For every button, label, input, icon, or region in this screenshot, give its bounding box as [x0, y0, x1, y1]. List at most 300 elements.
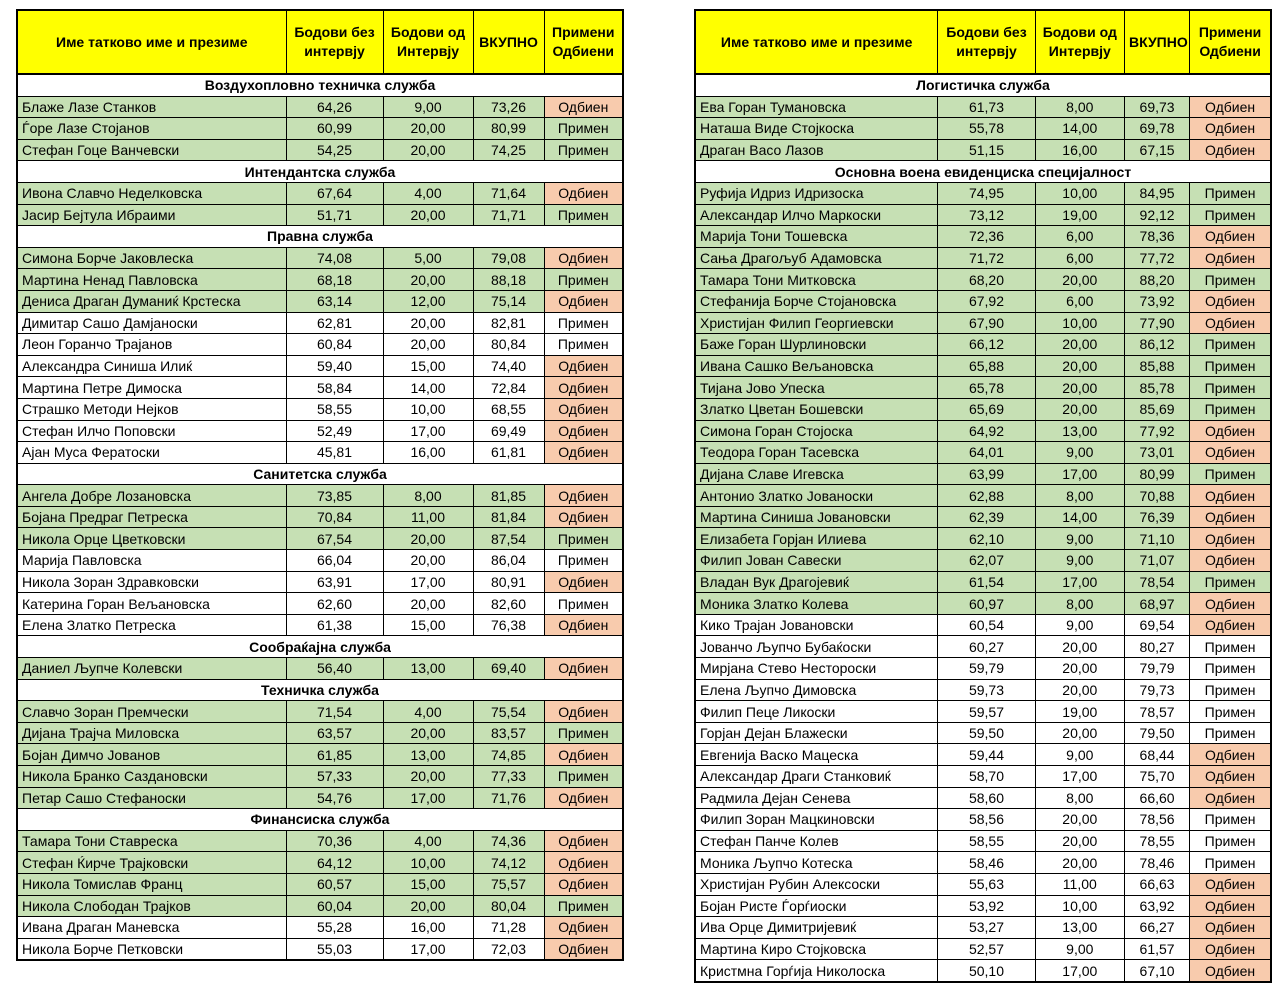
cell-total: 72,03 — [473, 938, 544, 960]
section-header-row — [17, 161, 623, 183]
cell-no-interview: 62,81 — [286, 312, 383, 334]
section-title: Техничка служба — [17, 679, 623, 701]
cell-name: Петар Сашо Стефаноски — [17, 787, 286, 809]
cell-name: Евгенија Васко Мацеска — [695, 744, 938, 766]
cell-total: 77,72 — [1124, 247, 1189, 269]
cell-status: Одбиен — [1190, 550, 1271, 572]
cell-name: Филип Пеце Ликоски — [695, 701, 938, 723]
cell-interview: 8,00 — [1035, 485, 1124, 507]
cell-no-interview: 63,14 — [286, 290, 383, 312]
cell-no-interview: 63,99 — [938, 463, 1035, 485]
section-title: Финансиска служба — [17, 809, 623, 831]
cell-interview: 20,00 — [1035, 636, 1124, 658]
cell-name: Стефан Панче Колев — [695, 830, 938, 852]
table-row — [695, 722, 1271, 744]
cell-interview: 20,00 — [383, 139, 473, 161]
cell-total: 87,54 — [473, 528, 544, 550]
cell-total: 74,25 — [473, 139, 544, 161]
cell-name: Тијана Јово Упеска — [695, 377, 938, 399]
table-row — [17, 398, 623, 420]
table-row — [695, 960, 1271, 982]
header-name: Име татково име и презиме — [695, 10, 938, 74]
table-row — [695, 679, 1271, 701]
cell-interview: 8,00 — [1035, 593, 1124, 615]
cell-status: Одбиен — [1190, 960, 1271, 982]
cell-no-interview: 54,25 — [286, 139, 383, 161]
cell-total: 79,08 — [473, 247, 544, 269]
cell-name: Ајан Муса Фератоски — [17, 442, 286, 464]
cell-interview: 9,00 — [1035, 938, 1124, 960]
cell-total: 83,57 — [473, 722, 544, 744]
cell-no-interview: 61,38 — [286, 614, 383, 636]
cell-no-interview: 62,39 — [938, 506, 1035, 528]
cell-status: Примен — [1190, 679, 1271, 701]
cell-status: Одбиен — [1190, 593, 1271, 615]
cell-total: 79,50 — [1124, 722, 1189, 744]
cell-no-interview: 71,72 — [938, 247, 1035, 269]
cell-status: Примен — [1190, 809, 1271, 831]
cell-status: Одбиен — [1190, 787, 1271, 809]
cell-name: Христијан Рубин Алексоски — [695, 873, 938, 895]
cell-total: 78,36 — [1124, 226, 1189, 248]
cell-status: Одбиен — [544, 247, 623, 269]
cell-status: Одбиен — [1190, 312, 1271, 334]
cell-status: Одбиен — [544, 182, 623, 204]
cell-status: Примен — [544, 312, 623, 334]
cell-name: Ева Горан Тумановска — [695, 96, 938, 118]
section-header-row — [17, 809, 623, 831]
table-row — [17, 485, 623, 507]
cell-name: Дијана Трајча Миловска — [17, 722, 286, 744]
section-header-row — [17, 679, 623, 701]
table-row — [695, 571, 1271, 593]
cell-no-interview: 62,88 — [938, 485, 1035, 507]
cell-no-interview: 58,60 — [938, 787, 1035, 809]
cell-status: Одбиен — [544, 398, 623, 420]
cell-name: Симона Горан Стојоска — [695, 420, 938, 442]
cell-interview: 13,00 — [1035, 420, 1124, 442]
cell-no-interview: 67,90 — [938, 312, 1035, 334]
cell-total: 84,95 — [1124, 182, 1189, 204]
left-table-body — [17, 74, 623, 960]
cell-status: Примен — [1190, 636, 1271, 658]
cell-total: 80,04 — [473, 895, 544, 917]
cell-no-interview: 60,04 — [286, 895, 383, 917]
cell-status: Примен — [1190, 334, 1271, 356]
cell-no-interview: 72,36 — [938, 226, 1035, 248]
cell-status: Одбиен — [1190, 420, 1271, 442]
cell-no-interview: 52,49 — [286, 420, 383, 442]
cell-name: Јованчо Љупчо Бубаќоски — [695, 636, 938, 658]
cell-status: Примен — [1190, 571, 1271, 593]
cell-total: 70,88 — [1124, 485, 1189, 507]
cell-interview: 19,00 — [1035, 701, 1124, 723]
cell-total: 69,73 — [1124, 96, 1189, 118]
cell-name: Дениса Драган Думаниќ Крстеска — [17, 290, 286, 312]
cell-total: 74,85 — [473, 744, 544, 766]
cell-interview: 12,00 — [383, 290, 473, 312]
cell-total: 66,63 — [1124, 873, 1189, 895]
cell-status: Одбиен — [1190, 118, 1271, 140]
cell-name: Елизабета Горјан Илиева — [695, 528, 938, 550]
cell-total: 61,57 — [1124, 938, 1189, 960]
cell-no-interview: 60,57 — [286, 873, 383, 895]
cell-interview: 20,00 — [1035, 722, 1124, 744]
cell-status: Одбиен — [544, 614, 623, 636]
cell-total: 76,39 — [1124, 506, 1189, 528]
cell-total: 80,84 — [473, 334, 544, 356]
header-total: ВКУПНО — [473, 10, 544, 74]
cell-total: 75,70 — [1124, 766, 1189, 788]
cell-name: Руфија Идриз Идризоска — [695, 182, 938, 204]
table-row — [695, 701, 1271, 723]
cell-interview: 17,00 — [383, 571, 473, 593]
cell-name: Мартина Ненад Павловска — [17, 269, 286, 291]
table-row — [17, 550, 623, 572]
cell-no-interview: 45,81 — [286, 442, 383, 464]
cell-total: 78,56 — [1124, 809, 1189, 831]
cell-interview: 17,00 — [383, 787, 473, 809]
cell-no-interview: 55,03 — [286, 938, 383, 960]
cell-name: Мартина Петре Димоска — [17, 377, 286, 399]
cell-total: 85,88 — [1124, 355, 1189, 377]
cell-name: Ивана Драган Маневска — [17, 917, 286, 939]
cell-name: Теодора Горан Тасевска — [695, 442, 938, 464]
cell-status: Примен — [544, 593, 623, 615]
cell-no-interview: 62,60 — [286, 593, 383, 615]
cell-interview: 19,00 — [1035, 204, 1124, 226]
cell-name: Елена Златко Петреска — [17, 614, 286, 636]
table-row — [695, 182, 1271, 204]
cell-total: 71,28 — [473, 917, 544, 939]
cell-no-interview: 63,57 — [286, 722, 383, 744]
table-row — [17, 139, 623, 161]
header-status: Примени Одбиени — [544, 10, 623, 74]
cell-no-interview: 55,28 — [286, 917, 383, 939]
table-row — [695, 873, 1271, 895]
cell-status: Одбиен — [544, 658, 623, 680]
table-row — [17, 118, 623, 140]
cell-total: 68,97 — [1124, 593, 1189, 615]
cell-total: 85,78 — [1124, 377, 1189, 399]
cell-no-interview: 60,84 — [286, 334, 383, 356]
cell-total: 74,36 — [473, 830, 544, 852]
cell-status: Одбиен — [1190, 917, 1271, 939]
cell-interview: 16,00 — [1035, 139, 1124, 161]
cell-total: 78,54 — [1124, 571, 1189, 593]
cell-name: Блаже Лазе Станков — [17, 96, 286, 118]
cell-interview: 10,00 — [1035, 182, 1124, 204]
cell-status: Одбиен — [544, 701, 623, 723]
cell-interview: 20,00 — [1035, 377, 1124, 399]
table-row — [17, 290, 623, 312]
cell-no-interview: 59,73 — [938, 679, 1035, 701]
table-row — [695, 895, 1271, 917]
cell-no-interview: 55,78 — [938, 118, 1035, 140]
cell-no-interview: 71,54 — [286, 701, 383, 723]
cell-no-interview: 57,33 — [286, 766, 383, 788]
cell-no-interview: 51,15 — [938, 139, 1035, 161]
cell-no-interview: 74,08 — [286, 247, 383, 269]
cell-name: Стефан Гоце Ванчевски — [17, 139, 286, 161]
cell-total: 73,01 — [1124, 442, 1189, 464]
cell-total: 88,18 — [473, 269, 544, 291]
section-header-row — [17, 226, 623, 248]
cell-name: Стефанија Борче Стојановска — [695, 290, 938, 312]
header-no-interview: Бодови без интервју — [286, 10, 383, 74]
cell-interview: 15,00 — [383, 614, 473, 636]
table-row — [695, 938, 1271, 960]
header-interview: Бодови од Интервју — [1035, 10, 1124, 74]
cell-no-interview: 61,54 — [938, 571, 1035, 593]
cell-no-interview: 65,88 — [938, 355, 1035, 377]
table-row — [695, 766, 1271, 788]
cell-status: Одбиен — [544, 873, 623, 895]
table-row — [17, 614, 623, 636]
cell-name: Катерина Горан Вељановска — [17, 593, 286, 615]
cell-total: 75,14 — [473, 290, 544, 312]
cell-name: Никола Томислав Франц — [17, 873, 286, 895]
cell-total: 66,60 — [1124, 787, 1189, 809]
cell-status: Одбиен — [1190, 139, 1271, 161]
table-row — [695, 463, 1271, 485]
cell-no-interview: 70,36 — [286, 830, 383, 852]
cell-no-interview: 74,95 — [938, 182, 1035, 204]
cell-status: Одбиен — [1190, 614, 1271, 636]
cell-total: 66,27 — [1124, 917, 1189, 939]
cell-total: 71,76 — [473, 787, 544, 809]
cell-status: Примен — [544, 895, 623, 917]
cell-total: 68,44 — [1124, 744, 1189, 766]
cell-name: Мартина Синиша Јовановски — [695, 506, 938, 528]
table-row — [695, 528, 1271, 550]
cell-interview: 13,00 — [383, 658, 473, 680]
cell-name: Марија Павловска — [17, 550, 286, 572]
cell-interview: 20,00 — [1035, 830, 1124, 852]
cell-interview: 14,00 — [1035, 506, 1124, 528]
cell-status: Одбиен — [544, 787, 623, 809]
cell-total: 63,92 — [1124, 895, 1189, 917]
cell-name: Леон Горанчо Трајанов — [17, 334, 286, 356]
table-row — [695, 96, 1271, 118]
cell-interview: 16,00 — [383, 917, 473, 939]
cell-interview: 20,00 — [1035, 852, 1124, 874]
section-title: Санитетска служба — [17, 463, 623, 485]
table-row — [17, 355, 623, 377]
cell-name: Александар Илчо Маркоски — [695, 204, 938, 226]
cell-no-interview: 58,55 — [938, 830, 1035, 852]
cell-interview: 20,00 — [383, 334, 473, 356]
cell-interview: 20,00 — [383, 593, 473, 615]
cell-name: Никола Слободан Трајков — [17, 895, 286, 917]
table-row — [17, 787, 623, 809]
cell-interview: 9,00 — [383, 96, 473, 118]
cell-no-interview: 58,56 — [938, 809, 1035, 831]
cell-status: Одбиен — [1190, 873, 1271, 895]
cell-name: Мирјана Стево Несторoски — [695, 658, 938, 680]
cell-no-interview: 66,04 — [286, 550, 383, 572]
cell-total: 79,73 — [1124, 679, 1189, 701]
cell-name: Сања Драгољуб Адамовска — [695, 247, 938, 269]
left-results-table — [16, 9, 624, 961]
cell-no-interview: 58,46 — [938, 852, 1035, 874]
cell-status: Примен — [1190, 658, 1271, 680]
table-row — [17, 96, 623, 118]
cell-total: 74,40 — [473, 355, 544, 377]
table-row — [17, 830, 623, 852]
cell-name: Бојан Ристе Ѓорѓиоски — [695, 895, 938, 917]
cell-status: Одбиен — [544, 442, 623, 464]
cell-name: Тамара Тони Ставреска — [17, 830, 286, 852]
cell-total: 80,99 — [1124, 463, 1189, 485]
cell-interview: 17,00 — [1035, 571, 1124, 593]
table-row — [17, 766, 623, 788]
table-row — [695, 744, 1271, 766]
cell-interview: 13,00 — [383, 744, 473, 766]
cell-no-interview: 61,73 — [938, 96, 1035, 118]
cell-total: 78,46 — [1124, 852, 1189, 874]
cell-interview: 11,00 — [1035, 873, 1124, 895]
cell-total: 79,79 — [1124, 658, 1189, 680]
table-row — [17, 852, 623, 874]
cell-interview: 4,00 — [383, 701, 473, 723]
table-row — [695, 355, 1271, 377]
cell-total: 80,99 — [473, 118, 544, 140]
cell-interview: 14,00 — [1035, 118, 1124, 140]
table-row — [695, 226, 1271, 248]
cell-status: Примен — [1190, 463, 1271, 485]
cell-status: Одбиен — [1190, 744, 1271, 766]
cell-no-interview: 51,71 — [286, 204, 383, 226]
cell-interview: 9,00 — [1035, 550, 1124, 572]
cell-interview: 10,00 — [383, 852, 473, 874]
cell-interview: 20,00 — [1035, 398, 1124, 420]
cell-status: Одбиен — [1190, 96, 1271, 118]
cell-status: Одбиен — [544, 485, 623, 507]
cell-interview: 20,00 — [383, 722, 473, 744]
cell-status: Примен — [1190, 852, 1271, 874]
table-row — [695, 312, 1271, 334]
cell-status: Одбиен — [544, 96, 623, 118]
section-header-row — [17, 463, 623, 485]
table-row — [17, 247, 623, 269]
table-row — [695, 334, 1271, 356]
table-row — [695, 658, 1271, 680]
cell-interview: 17,00 — [383, 938, 473, 960]
cell-no-interview: 59,79 — [938, 658, 1035, 680]
cell-no-interview: 66,12 — [938, 334, 1035, 356]
table-row — [695, 852, 1271, 874]
cell-total: 82,60 — [473, 593, 544, 615]
cell-status: Примен — [544, 139, 623, 161]
cell-name: Наташа Виде Стојкоска — [695, 118, 938, 140]
cell-status: Одбиен — [544, 571, 623, 593]
cell-interview: 9,00 — [1035, 614, 1124, 636]
table-row — [17, 506, 623, 528]
table-row — [17, 701, 623, 723]
cell-name: Антонио Златко Јованоски — [695, 485, 938, 507]
cell-no-interview: 60,54 — [938, 614, 1035, 636]
cell-status: Примен — [544, 528, 623, 550]
table-row — [695, 506, 1271, 528]
cell-status: Одбиен — [544, 917, 623, 939]
cell-no-interview: 59,44 — [938, 744, 1035, 766]
table-row — [17, 312, 623, 334]
cell-total: 86,12 — [1124, 334, 1189, 356]
table-row — [17, 722, 623, 744]
cell-interview: 5,00 — [383, 247, 473, 269]
cell-total: 86,04 — [473, 550, 544, 572]
table-row — [695, 787, 1271, 809]
cell-status: Примен — [544, 334, 623, 356]
cell-total: 67,10 — [1124, 960, 1189, 982]
cell-name: Моника Златко Колева — [695, 593, 938, 615]
cell-interview: 10,00 — [1035, 312, 1124, 334]
cell-total: 75,57 — [473, 873, 544, 895]
cell-interview: 20,00 — [383, 895, 473, 917]
cell-status: Одбиен — [544, 852, 623, 874]
cell-status: Примен — [1190, 701, 1271, 723]
table-row — [695, 290, 1271, 312]
cell-no-interview: 53,27 — [938, 917, 1035, 939]
cell-total: 71,64 — [473, 182, 544, 204]
cell-total: 88,20 — [1124, 269, 1189, 291]
cell-no-interview: 54,76 — [286, 787, 383, 809]
right-results-table — [694, 9, 1272, 983]
section-header-row — [17, 74, 623, 96]
header-name: Име татково име и презиме — [17, 10, 286, 74]
cell-interview: 20,00 — [383, 766, 473, 788]
cell-total: 81,85 — [473, 485, 544, 507]
cell-status: Примен — [544, 722, 623, 744]
cell-no-interview: 60,97 — [938, 593, 1035, 615]
cell-status: Одбиен — [1190, 766, 1271, 788]
table-row — [695, 269, 1271, 291]
cell-total: 69,40 — [473, 658, 544, 680]
cell-no-interview: 64,26 — [286, 96, 383, 118]
cell-no-interview: 67,54 — [286, 528, 383, 550]
cell-total: 61,81 — [473, 442, 544, 464]
cell-status: Примен — [544, 766, 623, 788]
cell-no-interview: 64,92 — [938, 420, 1035, 442]
cell-interview: 17,00 — [1035, 960, 1124, 982]
cell-total: 74,12 — [473, 852, 544, 874]
cell-name: Филип Зоран Мацкиновски — [695, 809, 938, 831]
cell-interview: 20,00 — [1035, 334, 1124, 356]
cell-total: 71,10 — [1124, 528, 1189, 550]
section-title: Сообраќајна служба — [17, 636, 623, 658]
cell-name: Симона Борче Јаковлеска — [17, 247, 286, 269]
cell-name: Даниел Љупче Колевски — [17, 658, 286, 680]
cell-total: 77,90 — [1124, 312, 1189, 334]
table-row — [17, 593, 623, 615]
cell-interview: 15,00 — [383, 873, 473, 895]
header-status: Примени Одбиени — [1190, 10, 1271, 74]
cell-name: Бојан Димчо Јованов — [17, 744, 286, 766]
cell-interview: 8,00 — [383, 485, 473, 507]
cell-name: Филип Јован Савески — [695, 550, 938, 572]
cell-interview: 20,00 — [383, 204, 473, 226]
cell-no-interview: 68,20 — [938, 269, 1035, 291]
cell-total: 71,71 — [473, 204, 544, 226]
cell-total: 69,49 — [473, 420, 544, 442]
cell-interview: 10,00 — [1035, 895, 1124, 917]
section-title: Интендантска служба — [17, 161, 623, 183]
table-row — [695, 614, 1271, 636]
cell-name: Христијан Филип Георгиевски — [695, 312, 938, 334]
cell-name: Александра Синиша Илиќ — [17, 355, 286, 377]
cell-no-interview: 59,40 — [286, 355, 383, 377]
